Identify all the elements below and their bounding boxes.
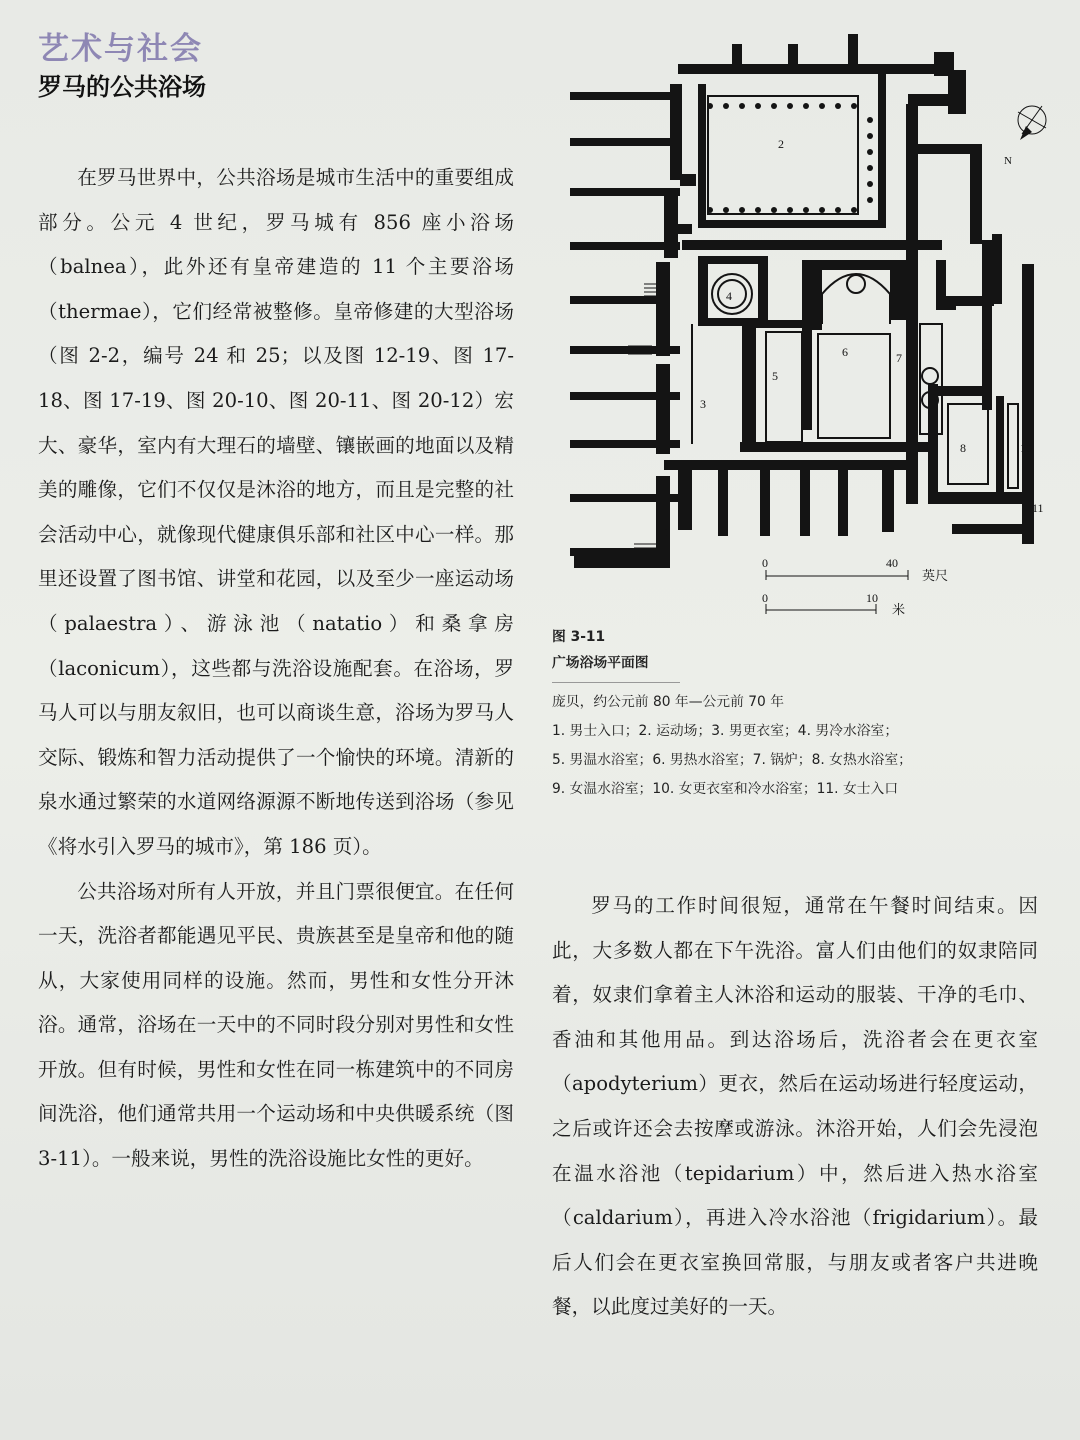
scale-meters-unit: 米: [892, 603, 906, 618]
plan-inner-lines: [692, 96, 1018, 488]
room-label-2: 2: [778, 137, 784, 151]
scale-feet-zero: 0: [762, 556, 768, 570]
scale-meters-zero: 0: [762, 591, 768, 605]
room-label-9: 9: [982, 339, 988, 353]
figure-legend-line: 5. 男温水浴室；6. 男热水浴室；7. 锅炉；8. 女热水浴室；: [552, 752, 912, 768]
plan-walls: [570, 34, 1034, 568]
figure-caption: [552, 624, 1052, 804]
paragraph: 公共浴场对所有人开放，并且门票很便宜。在任何一天，洗浴者都能遇见平民、贵族甚至是皇帝和他的随从，大家使用同样的设施。然而，男性和女性分开沐浴。通常，浴场在一天中的不同时段分别对男性和女性开放。但有时候，男性和女性在同一栋建筑中的不同房间洗浴，他们通常共用一个运动场和中央供暖系统（图 3-11）。一般来说，男性的洗浴设施比女性的更好。: [38, 879, 514, 1171]
paragraph: 罗马的工作时间很短，通常在午餐时间结束。因此，大多数人都在下午洗浴。富人们由他们的奴隶陪同着，奴隶们拿着主人沐浴和运动的服装、干净的毛巾、香油和其他用品。到达浴场后，洗浴者会在更衣室（apodyterium）更衣，然后在运动场进行轻度运动，之后或许还会去按摩或游泳。沐浴开始，人们会先浸泡在温水浴池（tepidarium）中，然后进入热水浴室（caldarium），再进入冷水浴池（frigidarium）。最后人们会在更衣室换回常服，与朋友或者客户共进晚餐，以此度过美好的一天。: [552, 894, 1038, 1319]
room-label-3: 3: [700, 397, 706, 411]
figure-legend-line: 1. 男士入口；2. 运动场；3. 男更衣室；4. 男冷水浴室；: [552, 723, 899, 739]
figure-legend-line: 9. 女温水浴室；10. 女更衣室和冷水浴室；11. 女士入口: [552, 781, 899, 797]
section-label: 艺术与社会: [38, 31, 203, 67]
compass-rose: [1004, 106, 1046, 167]
figure-title: 广场浴场平面图: [552, 650, 680, 683]
scale-feet-end: 40: [886, 556, 898, 570]
room-label-8: 8: [960, 441, 966, 455]
paragraph: 在罗马世界中，公共浴场是城市生活中的重要组成部分。公元 4 世纪，罗马城有 856 座小浴场（balnea），此外还有皇帝建造的 11 个主要浴场（thermae），它们经常被整修。皇帝修建的大型浴场（图 2-2，编号 24 和 25；以及图 12-19、图 17-18、图 17-19、图 20-10、图 20-11、图 20-12）宏大、豪华，室内有大理石的墙壁、镶嵌画的地面以及精美的雕像，它们不仅仅是沐浴的地方，而且是完整的社会活动中心，就像现代健康俱乐部和社区中心一样。那里还设置了图书馆、讲堂和花园，以及至少一座运动场（palaestra）、游泳池（natatio）和桑拿房（laconicum），这些都与洗浴设施配套。在浴场，罗马人可以与朋友叙旧，也可以商谈生意，浴场为罗马人交际、锻炼和智力活动提供了一个愉快的环境。清新的泉水通过繁荣的水道网络源源不断地传送到浴场（参见《将水引入罗马的城市》，第 186 页）。: [38, 166, 514, 858]
header: [38, 30, 206, 104]
room-label-11: 11: [1032, 501, 1044, 515]
palaestra-columns: [707, 103, 873, 213]
figure-number: 图 3-11: [552, 629, 606, 645]
room-label-5: 5: [772, 369, 778, 383]
room-label-6: 6: [842, 345, 848, 359]
room-label-4: 4: [726, 289, 732, 303]
floor-plan-figure: [552, 24, 1062, 624]
article-title: 罗马的公共浴场: [38, 73, 206, 101]
stairs: [628, 284, 656, 552]
scale-bars: [766, 570, 908, 614]
room-label-7: 7: [896, 351, 902, 365]
right-text-column: [552, 884, 1038, 1330]
left-text-column: [38, 156, 514, 1182]
scale-meters-end: 10: [866, 591, 878, 605]
room-label-10: 10: [1020, 441, 1032, 455]
scale-feet-unit: 英尺: [922, 569, 949, 584]
figure-subtitle: 庞贝，约公元前 80 年—公元前 70 年: [552, 694, 785, 710]
compass-n-label: N: [1004, 155, 1012, 167]
room-label-1: 1: [664, 525, 670, 539]
